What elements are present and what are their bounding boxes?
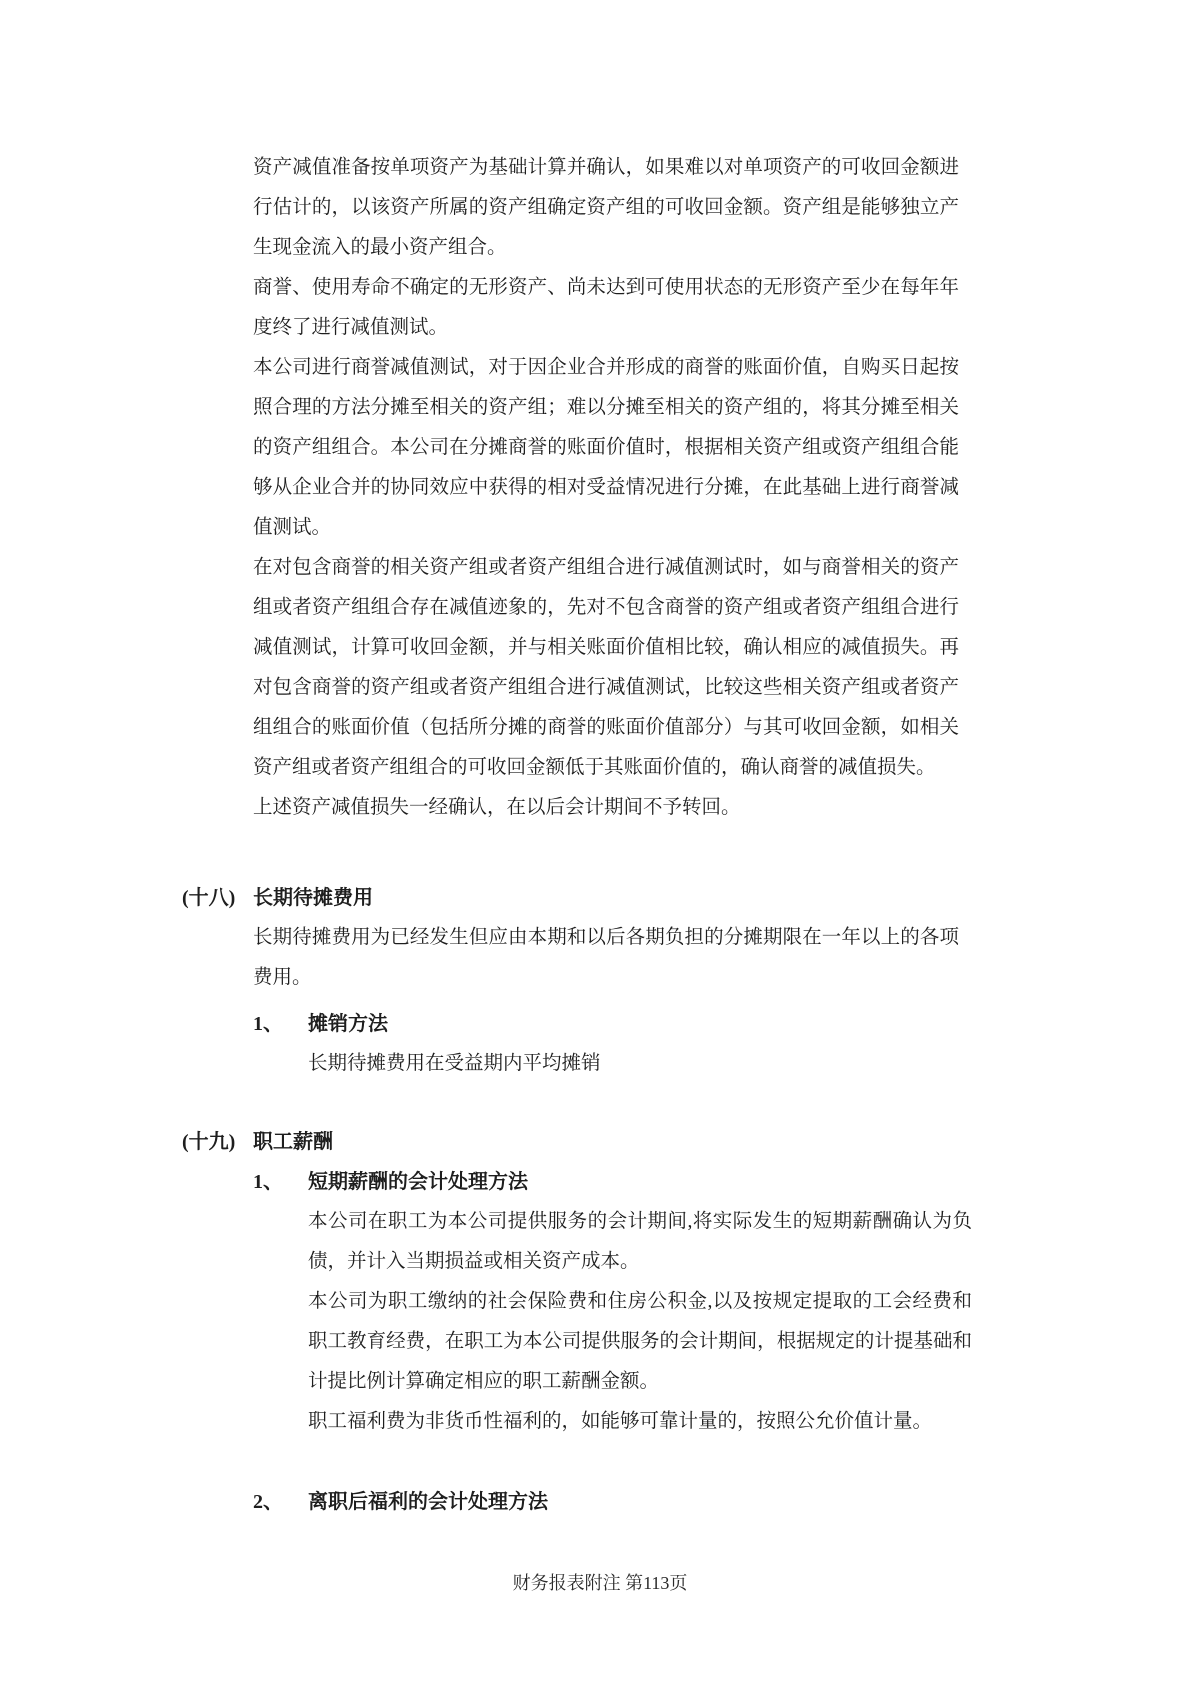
item-paragraph: 本公司为职工缴纳的社会保险费和住房公积金,以及按规定提取的工会经费和职工教育经费，在职工为本公司提供服务的会计期间，根据规定的计提基础和计提比例计算确定相应的职工薪酬金额。: [308, 1291, 972, 1392]
list-item-title: 离职后福利的会计处理方法: [308, 1491, 548, 1513]
section-heading: [182, 878, 1200, 918]
list-item-title: 短期薪酬的会计处理方法: [308, 1171, 528, 1193]
item-paragraph: 本公司在职工为本公司提供服务的会计期间,将实际发生的短期薪酬确认为负债，并计入当期损益或相关资产成本。: [308, 1211, 972, 1272]
section-heading: [182, 1122, 1200, 1162]
list-item-heading: [253, 1004, 1200, 1044]
section-long-term-prepaid-expenses: [0, 878, 1200, 1084]
section-body-paragraph: 长期待摊费用为已经发生但应由本期和以后各期负担的分摊期限在一年以上的各项费用。: [253, 927, 959, 988]
list-item-number: 1、: [253, 1013, 283, 1035]
section-number: (十九): [182, 1131, 236, 1153]
item-paragraph: 长期待摊费用在受益期内平均摊销: [308, 1053, 601, 1074]
body-paragraph: 在对包含商誉的相关资产组或者资产组组合进行减值测试时，如与商誉相关的资产组或者资产组组合存在减值迹象的，先对不包含商誉的资产组或者资产组组合进行减值测试，计算可收回金额，并与相关账面价值相比较，确认相应的减值损失。再对包含商誉的资产组或者资产组组合进行减值测试，比较这些相关资产组或者资产组组合的账面价值（包括所分摊的商誉的账面价值部分）与其可收回金额，如相关资产组或者资产组组合的可收回金额低于其账面价值的，确认商誉的减值损失。: [253, 557, 959, 778]
list-item-number: 2、: [253, 1491, 283, 1513]
page-footer: 财务报表附注 第113页: [512, 1573, 688, 1593]
section-employee-compensation: [0, 1122, 1200, 1522]
list-item-heading: [253, 1162, 1200, 1202]
section-title: 长期待摊费用: [253, 887, 373, 909]
section-number: (十八): [182, 887, 236, 909]
list-item-number: 1、: [253, 1171, 283, 1193]
body-paragraph: 资产减值准备按单项资产为基础计算并确认，如果难以对单项资产的可收回金额进行估计的，以该资产所属的资产组确定资产组的可收回金额。资产组是能够独立产生现金流入的最小资产组合。: [253, 157, 959, 258]
list-item-title: 摊销方法: [308, 1013, 388, 1035]
body-paragraph: 商誉、使用寿命不确定的无形资产、尚未达到可使用状态的无形资产至少在每年年度终了进行减值测试。: [253, 277, 959, 338]
list-item-heading: [253, 1482, 1200, 1522]
body-paragraph: 本公司进行商誉减值测试，对于因企业合并形成的商誉的账面价值，自购买日起按照合理的方法分摊至相关的资产组；难以分摊至相关的资产组的，将其分摊至相关的资产组组合。本公司在分摊商誉的账面价值时，根据相关资产组或资产组组合能够从企业合并的协同效应中获得的相对受益情况进行分摊，在此基础上进行商誉减值测试。: [253, 357, 959, 538]
section-title: 职工薪酬: [253, 1131, 333, 1153]
body-paragraph: 上述资产减值损失一经确认，在以后会计期间不予转回。: [253, 797, 741, 818]
item-paragraph: 职工福利费为非货币性福利的，如能够可靠计量的，按照公允价值计量。: [308, 1411, 933, 1432]
